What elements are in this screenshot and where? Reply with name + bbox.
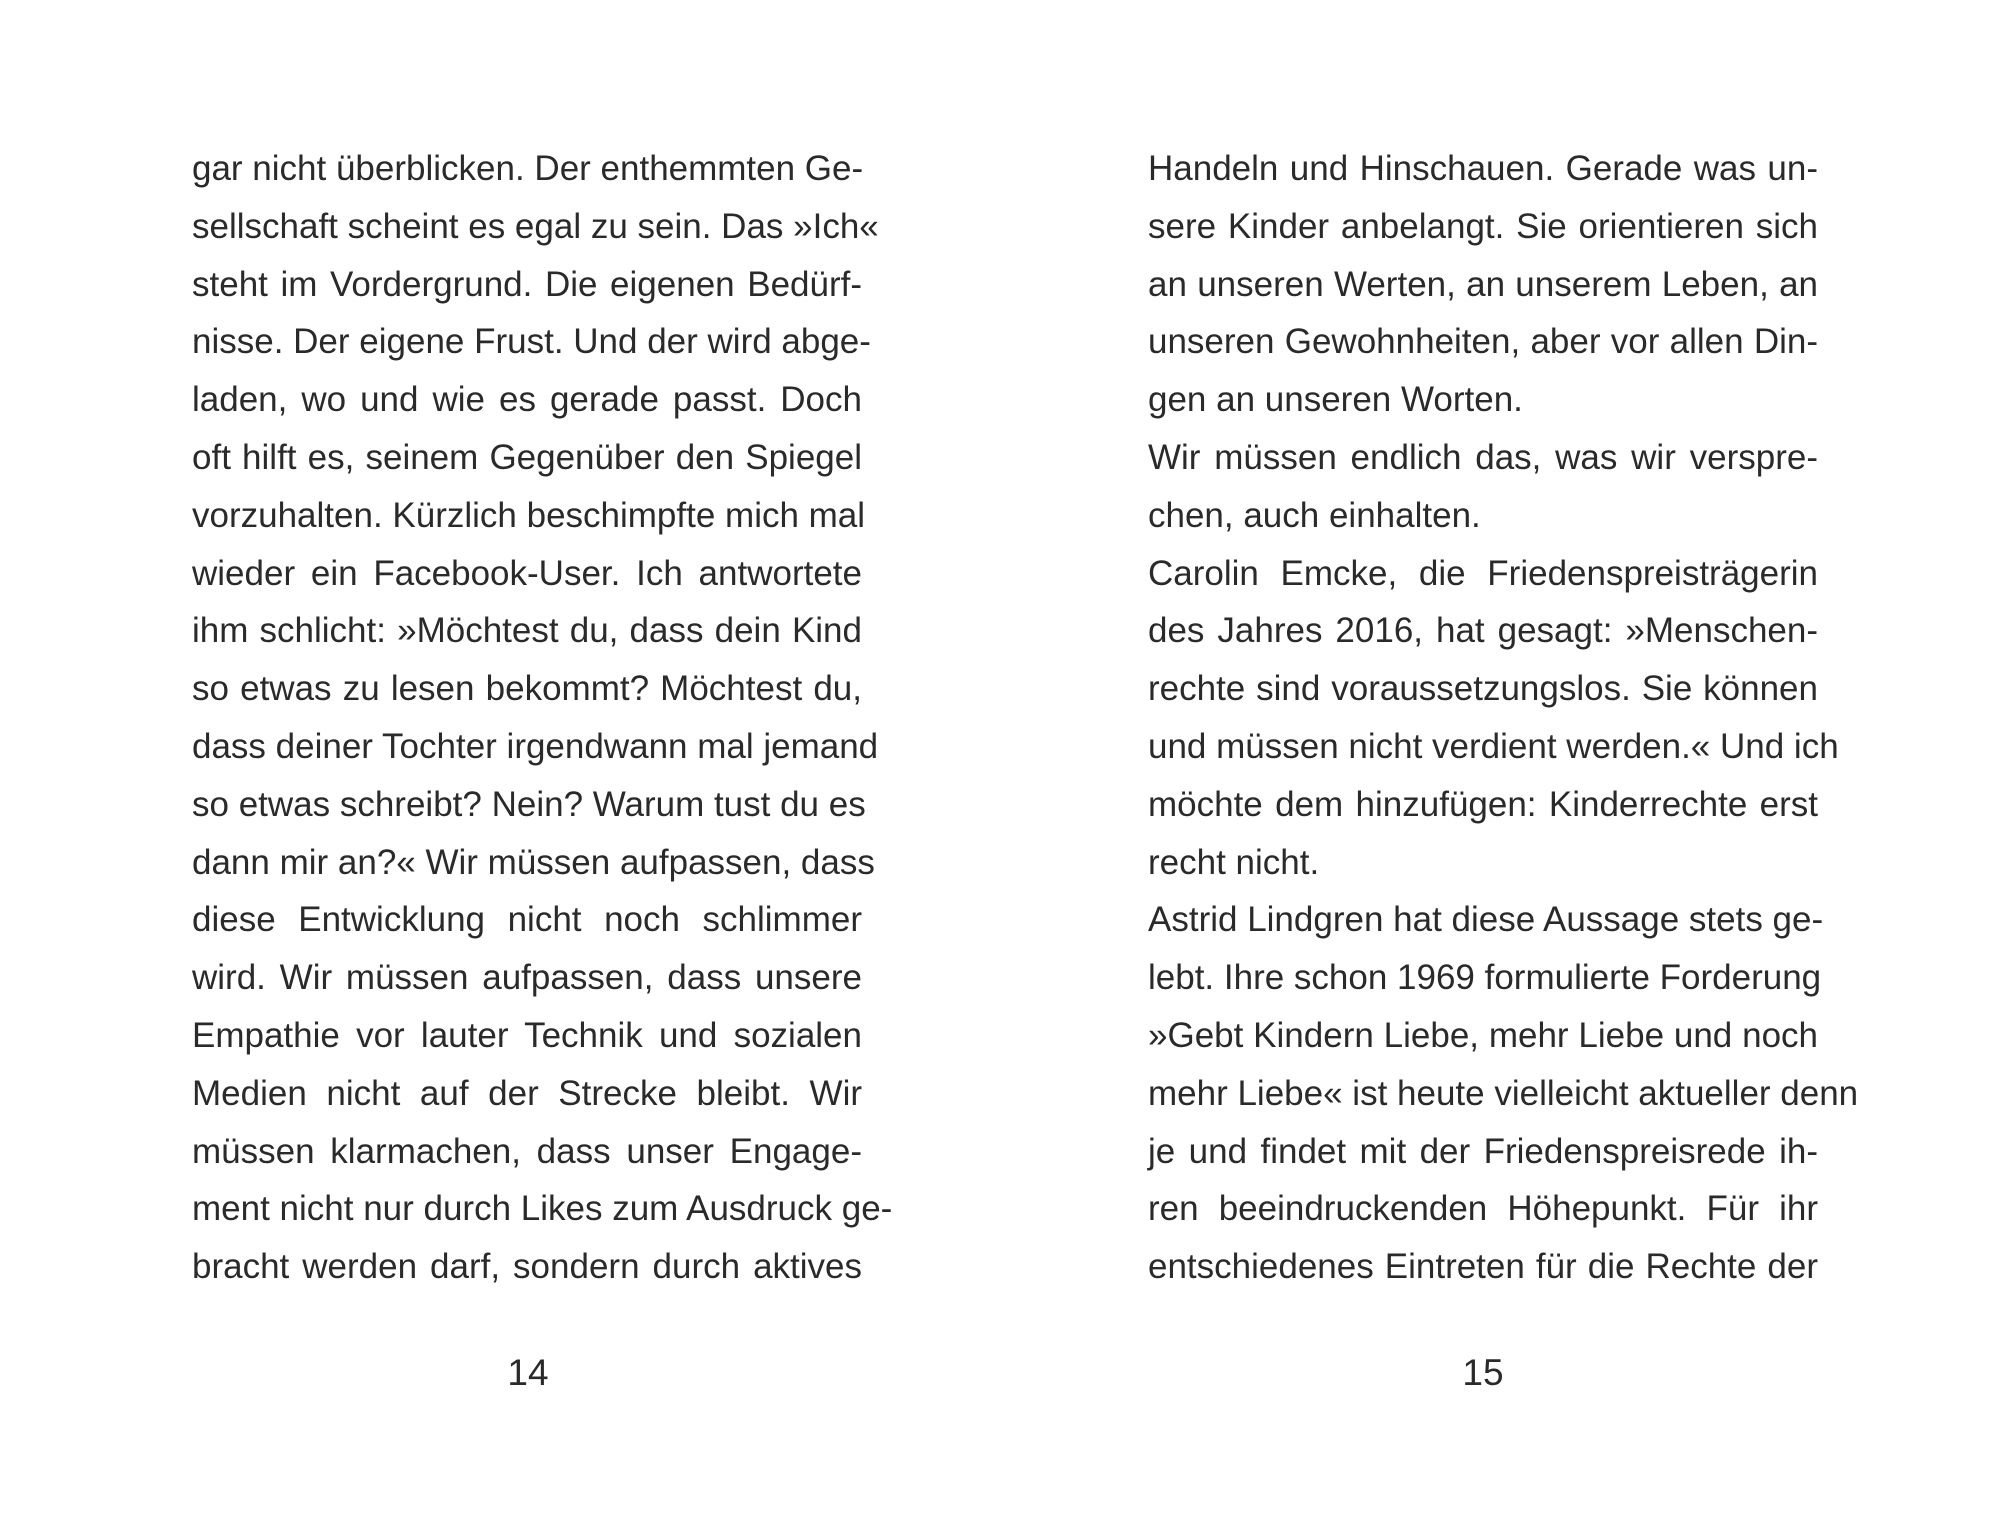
right-page-text: [1148, 140, 1859, 1296]
text-line: diese Entwicklung nicht noch schlimmer: [192, 900, 862, 940]
text-line: des Jahres 2016, hat gesagt: »Menschen-: [1148, 611, 1818, 651]
text-line: sere Kinder anbelangt. Sie orientieren sich: [1148, 206, 1818, 246]
text-line: je und findet mit der Friedenspreisrede ih-: [1148, 1131, 1818, 1171]
text-line: so etwas zu lesen bekommt? Möchtest du,: [192, 669, 862, 709]
text-line: vorzuhalten. Kürzlich beschimpfte mich mal: [192, 495, 866, 535]
text-line: entschiedenes Eintreten für die Rechte der: [1148, 1247, 1818, 1287]
text-line: oft hilft es, seinem Gegenüber den Spiegel: [192, 437, 862, 477]
text-line: Wir müssen endlich das, was wir verspre-: [1148, 437, 1818, 477]
text-line: Empathie vor lauter Technik und sozialen: [192, 1015, 862, 1055]
page-number: 15: [1462, 1352, 1504, 1393]
text-line: unseren Gewohnheiten, aber vor allen Din-: [1148, 322, 1818, 362]
text-line: dass deiner Tochter irgendwann mal jemand: [192, 726, 879, 766]
page-number: 14: [507, 1352, 549, 1393]
text-line: steht im Vordergrund. Die eigenen Bedürf-: [192, 264, 862, 304]
text-line: ren beeindruckenden Höhepunkt. Für ihr: [1148, 1189, 1818, 1229]
text-line: Carolin Emcke, die Friedenspreisträgerin: [1148, 553, 1818, 593]
text-line: Medien nicht auf der Strecke bleibt. Wir: [192, 1073, 862, 1113]
text-line: müssen klarmachen, dass unser Engage-: [192, 1131, 862, 1171]
text-line: Handeln und Hinschauen. Gerade was un-: [1148, 149, 1818, 188]
text-line: und müssen nicht verdient werden.« Und ich: [1148, 726, 1839, 766]
text-line: mehr Liebe« ist heute vielleicht aktueller denn: [1148, 1073, 1859, 1113]
text-line: wieder ein Facebook-User. Ich antwortete: [192, 553, 862, 593]
text-line: »Gebt Kindern Liebe, mehr Liebe und noch: [1148, 1015, 1818, 1055]
text-line: möchte dem hinzufügen: Kinderrechte erst: [1148, 784, 1818, 824]
text-line: lebt. Ihre schon 1969 formulierte Forderung: [1148, 958, 1822, 998]
text-line: bracht werden darf, sondern durch aktives: [192, 1247, 862, 1287]
text-line: wird. Wir müssen aufpassen, dass unsere: [192, 958, 862, 998]
text-line: an unseren Werten, an unserem Leben, an: [1148, 264, 1818, 304]
text-line: gen an unseren Worten.: [1148, 380, 1523, 420]
text-line: rechte sind voraussetzungslos. Sie können: [1148, 669, 1818, 709]
text-line: recht nicht.: [1148, 842, 1320, 882]
right-page: [1000, 0, 2000, 1524]
text-line: gar nicht überblicken. Der enthemmten Ge-: [192, 149, 864, 188]
text-line: ihm schlicht: »Möchtest du, dass dein Kind: [192, 611, 862, 651]
text-line: sellschaft scheint es egal zu sein. Das »Ich«: [192, 206, 879, 246]
text-line: Astrid Lindgren hat diese Aussage stets ge-: [1148, 900, 1824, 940]
text-line: chen, auch einhalten.: [1148, 495, 1481, 535]
text-line: laden, wo und wie es gerade passt. Doch: [192, 380, 862, 420]
text-line: dann mir an?« Wir müssen aufpassen, dass: [192, 842, 875, 882]
text-line: so etwas schreibt? Nein? Warum tust du es: [192, 784, 866, 824]
left-page-text: [192, 140, 893, 1296]
text-line: ment nicht nur durch Likes zum Ausdruck ge-: [192, 1189, 893, 1229]
text-line: nisse. Der eigene Frust. Und der wird abge-: [192, 322, 871, 362]
